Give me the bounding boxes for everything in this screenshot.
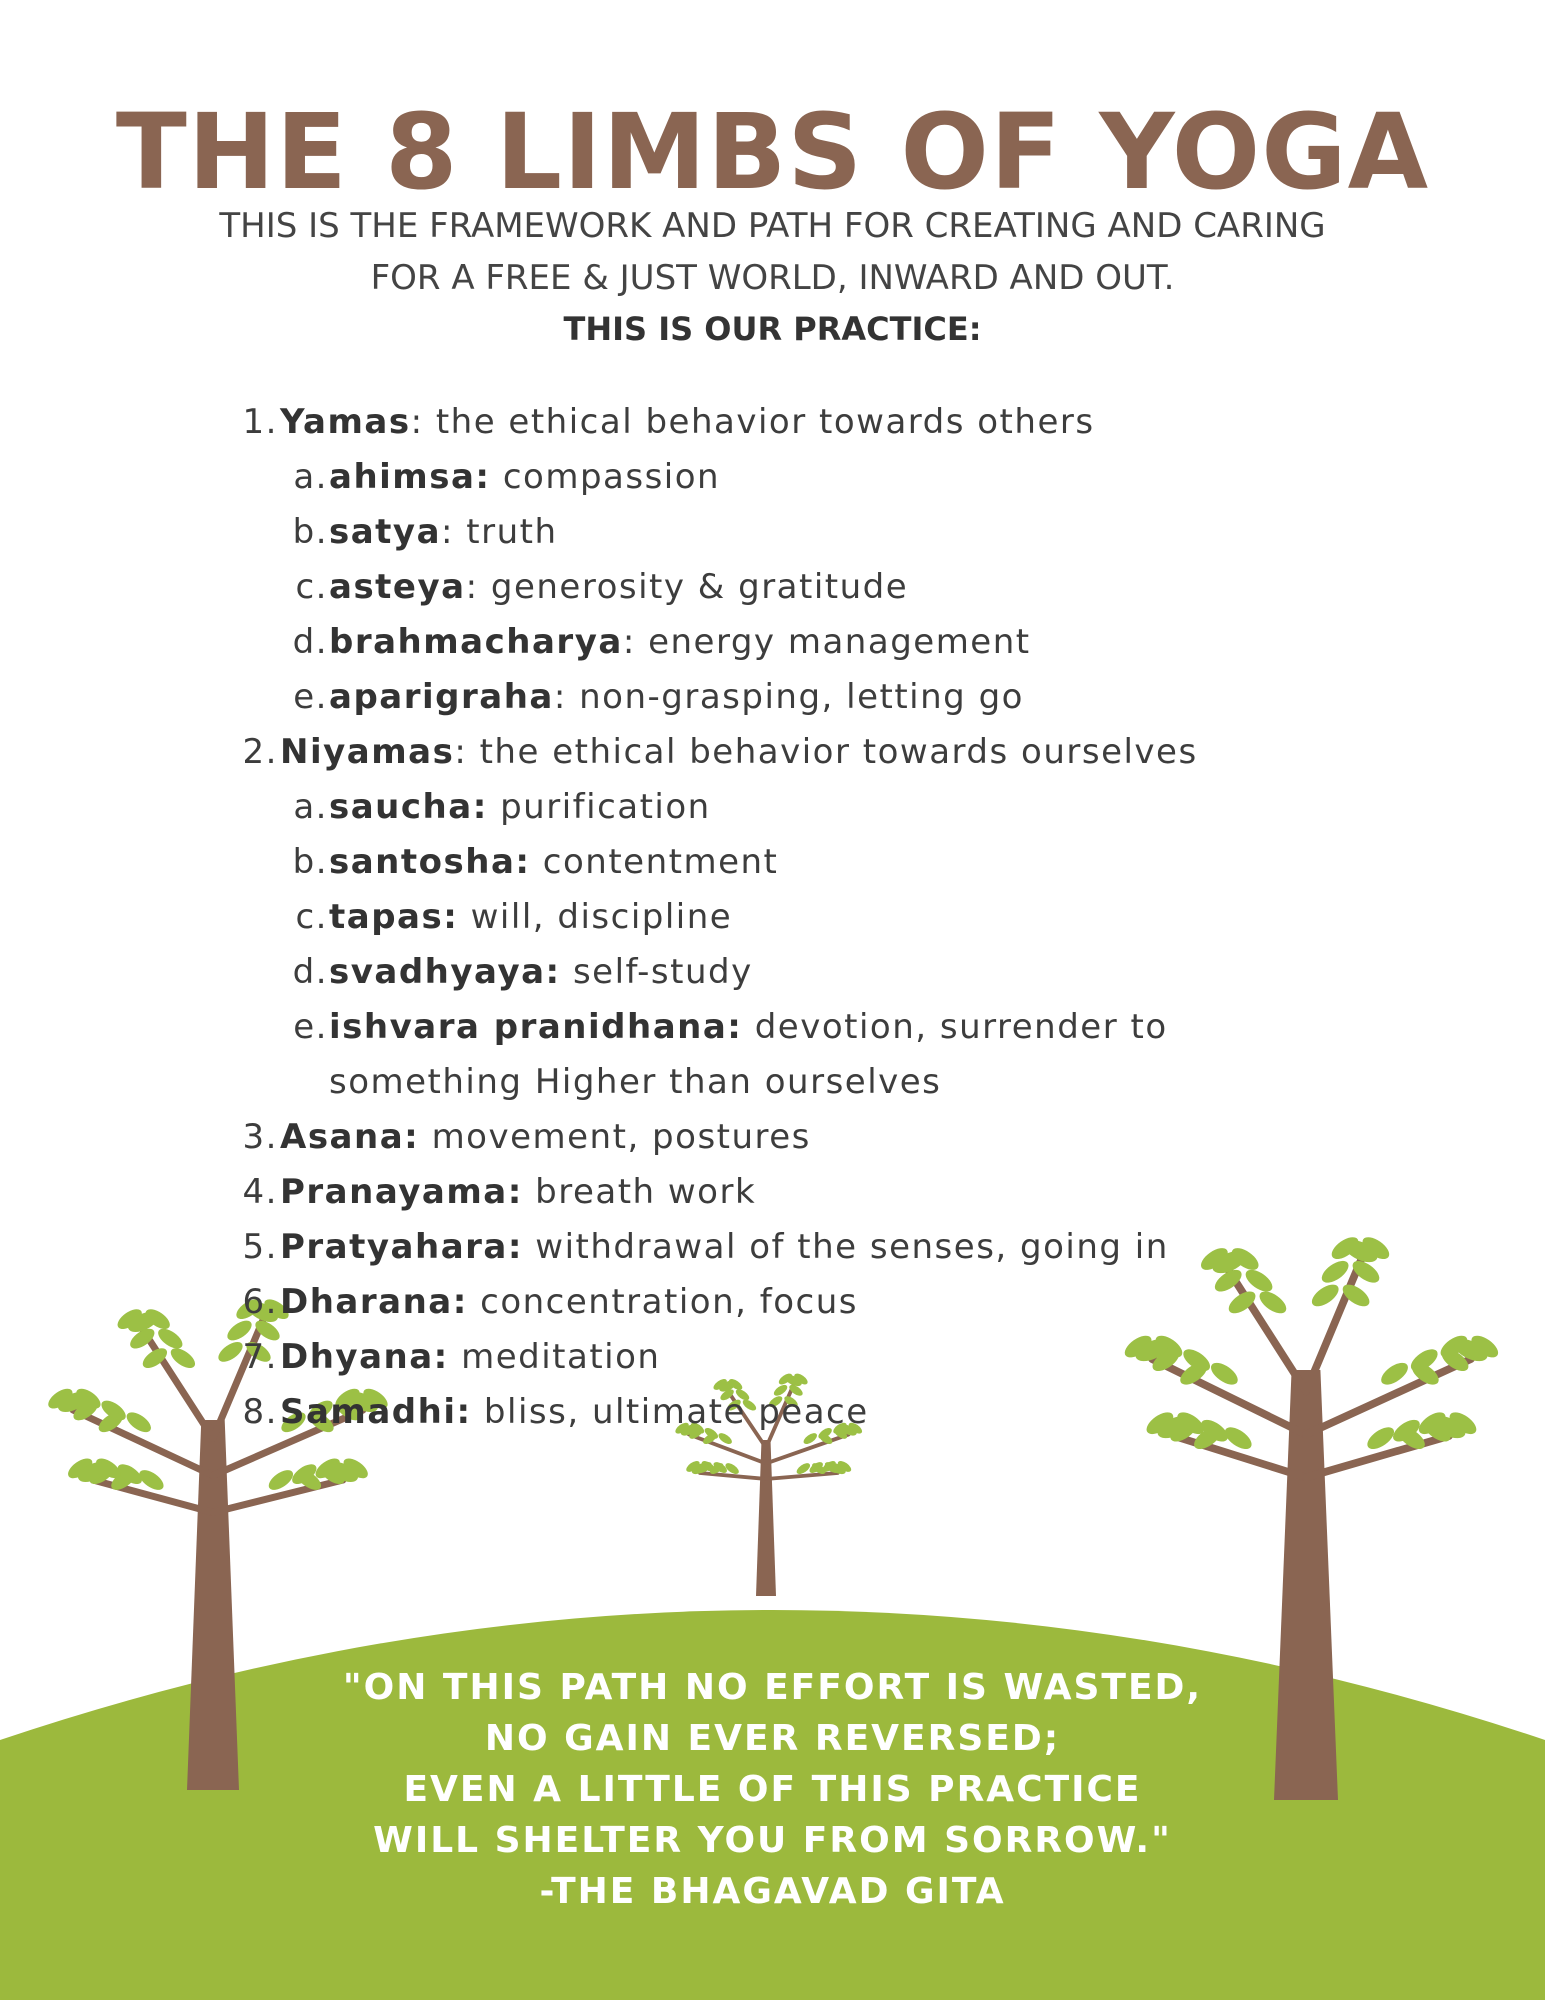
item-number: 4. bbox=[242, 1172, 278, 1212]
item-term: svadhyaya: bbox=[329, 952, 561, 992]
sub-list-item bbox=[240, 1000, 1340, 1055]
item-description: movement, postures bbox=[431, 1117, 811, 1157]
subtitle-line: THIS IS THE FRAMEWORK AND PATH FOR CREATING AND CARING bbox=[219, 206, 1326, 246]
item-letter: b. bbox=[292, 512, 328, 552]
sub-list-item bbox=[240, 780, 1340, 835]
item-term: Pratyahara: bbox=[280, 1227, 523, 1267]
item-description: devotion, surrender to bbox=[742, 1007, 1168, 1047]
item-description: will, discipline bbox=[458, 897, 733, 937]
practice-heading: THIS IS OUR PRACTICE: bbox=[563, 310, 982, 348]
item-letter: c. bbox=[295, 897, 328, 937]
item-description: meditation bbox=[461, 1337, 661, 1377]
item-term: Dharana: bbox=[280, 1282, 468, 1322]
quote-line: WILL SHELTER YOU FROM SORROW." bbox=[373, 1820, 1172, 1861]
item-term: Pranayama: bbox=[280, 1172, 523, 1212]
item-letter: d. bbox=[292, 622, 328, 662]
sub-list-item bbox=[240, 615, 1340, 670]
item-term: Asana: bbox=[280, 1117, 420, 1157]
item-letter: e. bbox=[293, 1007, 328, 1047]
item-number: 2. bbox=[242, 732, 278, 772]
item-description: : truth bbox=[441, 512, 558, 552]
item-term: Yamas bbox=[280, 402, 411, 442]
sub-list-item bbox=[240, 835, 1340, 890]
item-term: ishvara pranidhana: bbox=[329, 1007, 743, 1047]
quote-line: NO GAIN EVER REVERSED; bbox=[484, 1718, 1061, 1759]
item-description: compassion bbox=[490, 457, 721, 497]
item-number: 3. bbox=[242, 1117, 278, 1157]
item-term: asteya bbox=[329, 567, 466, 607]
list-item bbox=[240, 1110, 1340, 1165]
item-term: saucha: bbox=[329, 787, 488, 827]
list-item bbox=[240, 1165, 1340, 1220]
item-term: brahmacharya bbox=[329, 622, 623, 662]
subtitle-line: FOR A FREE & JUST WORLD, INWARD AND OUT. bbox=[370, 258, 1175, 298]
item-term: Dhyana: bbox=[280, 1337, 449, 1377]
quote-line: "ON THIS PATH NO EFFORT IS WASTED, bbox=[342, 1667, 1203, 1708]
item-description: breath work bbox=[535, 1172, 757, 1212]
list-item: 1. Yamas: the ethical behavior towards others bbox=[240, 395, 1340, 450]
item-term: ahimsa: bbox=[329, 457, 491, 497]
sub-list-item bbox=[240, 505, 1340, 560]
item-description: : non-grasping, letting go bbox=[553, 677, 1024, 717]
item-letter: a. bbox=[293, 457, 328, 497]
item-letter: d. bbox=[292, 952, 328, 992]
sub-list-item bbox=[240, 890, 1340, 945]
item-description: bliss, ultimate peace bbox=[483, 1392, 869, 1432]
item-term: Samadhi: bbox=[280, 1392, 472, 1432]
item-number: 6. bbox=[242, 1282, 278, 1322]
sub-list-item bbox=[240, 450, 1340, 505]
item-description: contentment bbox=[530, 842, 779, 882]
quote-attribution: -THE BHAGAVAD GITA bbox=[539, 1871, 1006, 1912]
leaf bbox=[155, 1325, 186, 1353]
item-letter: b. bbox=[292, 842, 328, 882]
quote-block bbox=[0, 1662, 1545, 1917]
page-title: THE 8 LIMBS OF YOGA bbox=[115, 91, 1430, 213]
list-item bbox=[240, 1220, 1340, 1275]
item-description: concentration, focus bbox=[480, 1282, 858, 1322]
item-description: something Higher than ourselves bbox=[329, 1062, 942, 1102]
list-item bbox=[240, 1330, 1340, 1385]
quote-line: EVEN A LITTLE OF THIS PRACTICE bbox=[403, 1769, 1142, 1810]
item-number: 1. bbox=[242, 402, 278, 442]
item-description: : energy management bbox=[622, 622, 1031, 662]
sub-list-item bbox=[240, 560, 1340, 615]
sub-list-item bbox=[240, 670, 1340, 725]
list-item: 2. Niyamas: the ethical behavior towards ourselves bbox=[240, 725, 1340, 780]
item-term: tapas: bbox=[329, 897, 459, 937]
item-number: 7. bbox=[242, 1337, 278, 1377]
item-description: purification bbox=[487, 787, 711, 827]
item-description: the ethical behavior towards ourselves bbox=[479, 732, 1198, 772]
item-term: aparigraha bbox=[329, 677, 554, 717]
sub-list-item bbox=[240, 945, 1340, 1000]
tree-branch bbox=[700, 1473, 766, 1479]
item-description: self-study bbox=[560, 952, 753, 992]
leaf bbox=[167, 1344, 198, 1372]
item-number: 8. bbox=[242, 1392, 278, 1432]
item-number: 5. bbox=[242, 1227, 278, 1267]
item-term: satya bbox=[329, 512, 442, 552]
tree-branch bbox=[766, 1473, 838, 1479]
item-description: the ethical behavior towards others bbox=[435, 402, 1095, 442]
list-item bbox=[240, 1385, 1340, 1440]
list-item bbox=[240, 1275, 1340, 1330]
item-letter: a. bbox=[293, 787, 328, 827]
item-description: withdrawal of the senses, going in bbox=[535, 1227, 1169, 1267]
item-term: santosha: bbox=[329, 842, 531, 882]
limbs-list bbox=[240, 395, 1340, 1440]
item-letter: c. bbox=[295, 567, 328, 607]
sub-list-item-continuation bbox=[240, 1055, 1340, 1110]
item-letter: e. bbox=[293, 677, 328, 717]
item-term: Niyamas bbox=[280, 732, 455, 772]
item-description: : generosity & gratitude bbox=[465, 567, 909, 607]
